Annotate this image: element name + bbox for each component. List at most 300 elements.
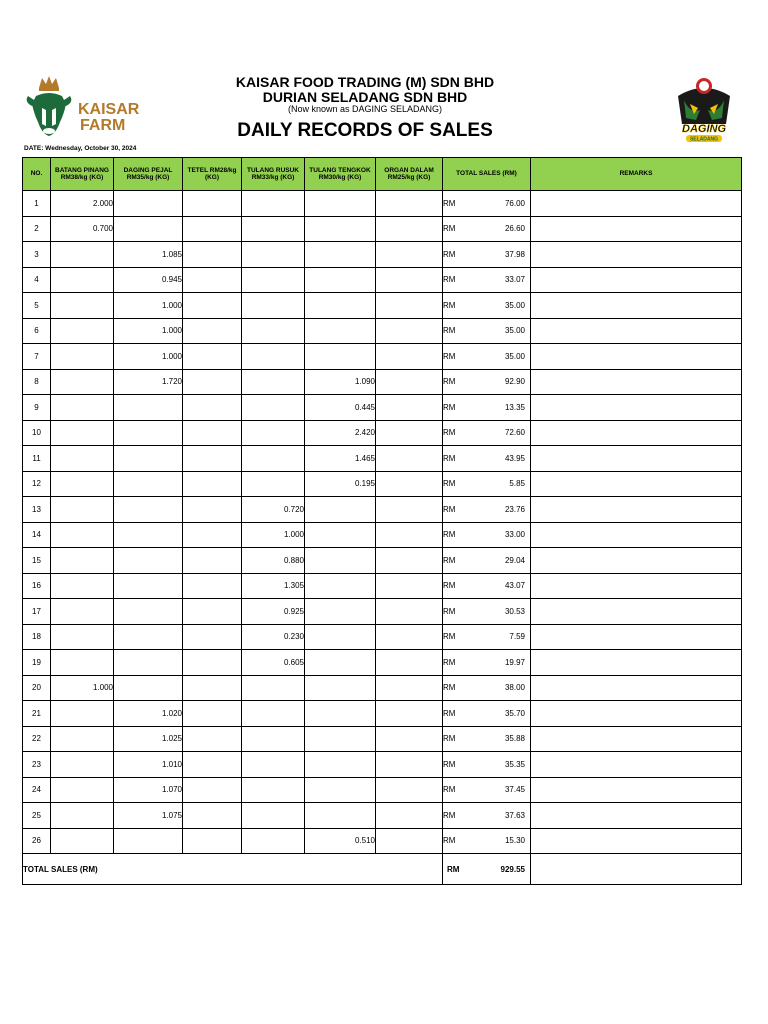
total-sales-cell[interactable] (443, 420, 531, 446)
organ-dalam-cell[interactable] (376, 318, 443, 344)
organ-dalam-cell[interactable] (376, 752, 443, 778)
header-remarks: REMARKS (531, 158, 742, 191)
organ-dalam-cell[interactable] (376, 446, 443, 472)
total-label: TOTAL SALES (RM) (23, 854, 443, 885)
remarks-cell[interactable] (531, 701, 742, 727)
tetel-cell[interactable] (183, 191, 242, 217)
tulang-rusuk-cell[interactable] (242, 675, 305, 701)
tulang-rusuk-cell[interactable]: 0.880 (242, 548, 305, 574)
batang-pinang-cell[interactable] (51, 803, 114, 829)
remarks-cell[interactable] (531, 344, 742, 370)
tulang-tengkok-cell[interactable] (305, 191, 376, 217)
currency-label: RM (443, 249, 456, 259)
total-sales-value: 7.59 (509, 632, 525, 642)
organ-dalam-cell[interactable] (376, 803, 443, 829)
tulang-rusuk-cell[interactable] (242, 420, 305, 446)
currency-label: RM (443, 198, 456, 208)
currency-label: RM (443, 708, 456, 718)
tulang-tengkok-cell[interactable] (305, 675, 376, 701)
daging-pejal-cell[interactable]: 1.025 (114, 726, 183, 752)
tulang-tengkok-cell[interactable] (305, 497, 376, 523)
daging-pejal-cell[interactable] (114, 216, 183, 242)
table-header-row (23, 158, 742, 191)
organ-dalam-cell[interactable] (376, 395, 443, 421)
currency-label: RM (443, 632, 456, 642)
tulang-rusuk-cell[interactable] (242, 471, 305, 497)
daging-pejal-cell[interactable] (114, 599, 183, 625)
tulang-rusuk-cell[interactable]: 0.925 (242, 599, 305, 625)
batang-pinang-cell[interactable] (51, 522, 114, 548)
remarks-cell[interactable] (531, 548, 742, 574)
tetel-cell[interactable] (183, 497, 242, 523)
tulang-tengkok-cell[interactable] (305, 344, 376, 370)
tulang-tengkok-cell[interactable]: 0.195 (305, 471, 376, 497)
tulang-rusuk-cell[interactable] (242, 828, 305, 854)
total-sales-cell[interactable] (443, 701, 531, 727)
table-row (23, 624, 742, 650)
tulang-tengkok-cell[interactable] (305, 777, 376, 803)
row-number[interactable]: 25 (23, 803, 51, 829)
logo-text-kaisar: KAISAR (78, 101, 140, 118)
batang-pinang-cell[interactable] (51, 242, 114, 268)
page-title: DAILY RECORDS OF SALES (237, 120, 493, 141)
tetel-cell[interactable] (183, 624, 242, 650)
tetel-cell[interactable] (183, 828, 242, 854)
table-row (23, 650, 742, 676)
header-no: NO. (23, 158, 51, 191)
batang-pinang-cell[interactable]: 2.000 (51, 191, 114, 217)
total-sales-cell[interactable] (443, 446, 531, 472)
tulang-tengkok-cell[interactable] (305, 573, 376, 599)
tetel-cell[interactable] (183, 752, 242, 778)
currency-label: RM (443, 530, 456, 540)
row-number[interactable]: 1 (23, 191, 51, 217)
bull-mascot-icon (678, 78, 730, 124)
row-number[interactable]: 15 (23, 548, 51, 574)
batang-pinang-cell[interactable] (51, 548, 114, 574)
batang-pinang-cell[interactable] (51, 395, 114, 421)
batang-pinang-cell[interactable] (51, 318, 114, 344)
tetel-cell[interactable] (183, 726, 242, 752)
organ-dalam-cell[interactable] (376, 293, 443, 319)
batang-pinang-cell[interactable] (51, 726, 114, 752)
tulang-tengkok-cell[interactable] (305, 522, 376, 548)
organ-dalam-cell[interactable] (376, 191, 443, 217)
organ-dalam-cell[interactable] (376, 726, 443, 752)
row-number[interactable]: 26 (23, 828, 51, 854)
tetel-cell[interactable] (183, 293, 242, 319)
grand-total-value: 929.55 (500, 864, 525, 874)
total-sales-value: 19.97 (504, 657, 525, 667)
batang-pinang-cell[interactable] (51, 599, 114, 625)
tetel-cell[interactable] (183, 701, 242, 727)
header-batang-pinang: BATANG PINANG RM38/kg (KG) (51, 158, 114, 191)
tulang-tengkok-cell[interactable] (305, 803, 376, 829)
header-tetel: TETEL RM28/kg (KG) (183, 158, 242, 191)
remarks-cell[interactable] (531, 497, 742, 523)
currency-label: RM (443, 351, 456, 361)
total-sales-value: 33.00 (504, 530, 525, 540)
row-number[interactable]: 22 (23, 726, 51, 752)
total-sales-value: 43.07 (504, 581, 525, 591)
tulang-rusuk-cell[interactable]: 0.720 (242, 497, 305, 523)
table-row (23, 828, 742, 854)
batang-pinang-cell[interactable] (51, 497, 114, 523)
tetel-cell[interactable] (183, 369, 242, 395)
table-row (23, 777, 742, 803)
tulang-tengkok-cell[interactable] (305, 701, 376, 727)
total-sales-value: 43.95 (504, 453, 525, 463)
currency-label: RM (443, 453, 456, 463)
row-number[interactable]: 20 (23, 675, 51, 701)
tulang-rusuk-cell[interactable] (242, 752, 305, 778)
tetel-cell[interactable] (183, 318, 242, 344)
currency-label: RM (443, 836, 456, 846)
total-sales-cell[interactable] (443, 599, 531, 625)
table-row (23, 675, 742, 701)
tulang-rusuk-cell[interactable] (242, 395, 305, 421)
row-number[interactable]: 14 (23, 522, 51, 548)
tulang-tengkok-cell[interactable] (305, 318, 376, 344)
tulang-rusuk-cell[interactable] (242, 726, 305, 752)
remarks-cell[interactable] (531, 828, 742, 854)
tulang-tengkok-cell[interactable] (305, 216, 376, 242)
daging-pejal-cell[interactable] (114, 573, 183, 599)
remarks-cell[interactable] (531, 650, 742, 676)
total-sales-cell[interactable] (443, 395, 531, 421)
tetel-cell[interactable] (183, 242, 242, 268)
total-sales-value: 37.63 (504, 810, 525, 820)
kaisar-farm-logo (22, 74, 142, 140)
remarks-cell[interactable] (531, 267, 742, 293)
remarks-cell[interactable] (531, 624, 742, 650)
tulang-rusuk-cell[interactable] (242, 191, 305, 217)
remarks-cell[interactable] (531, 191, 742, 217)
total-sales-cell[interactable] (443, 573, 531, 599)
organ-dalam-cell[interactable] (376, 344, 443, 370)
tulang-tengkok-cell[interactable] (305, 267, 376, 293)
organ-dalam-cell[interactable] (376, 624, 443, 650)
row-number[interactable]: 4 (23, 267, 51, 293)
organ-dalam-cell[interactable] (376, 675, 443, 701)
table-row (23, 497, 742, 523)
remarks-cell[interactable] (531, 777, 742, 803)
currency-label: RM (443, 326, 456, 336)
tulang-tengkok-cell[interactable]: 2.420 (305, 420, 376, 446)
logo-text-farm: FARM (80, 117, 126, 134)
total-sales-cell[interactable] (443, 675, 531, 701)
tetel-cell[interactable] (183, 446, 242, 472)
tulang-rusuk-cell[interactable]: 0.605 (242, 650, 305, 676)
total-sales-value: 35.88 (504, 734, 525, 744)
row-number[interactable]: 9 (23, 395, 51, 421)
organ-dalam-cell[interactable] (376, 573, 443, 599)
tetel-cell[interactable] (183, 777, 242, 803)
row-number[interactable]: 6 (23, 318, 51, 344)
batang-pinang-cell[interactable] (51, 624, 114, 650)
tulang-rusuk-cell[interactable]: 0.230 (242, 624, 305, 650)
daging-pejal-cell[interactable] (114, 548, 183, 574)
header-daging-pejal: DAGING PEJAL RM35/kg (KG) (114, 158, 183, 191)
tetel-cell[interactable] (183, 471, 242, 497)
daging-pejal-cell[interactable] (114, 828, 183, 854)
table-row (23, 216, 742, 242)
tetel-cell[interactable] (183, 395, 242, 421)
table-row (23, 242, 742, 268)
daging-pejal-cell[interactable] (114, 675, 183, 701)
total-sales-cell[interactable] (443, 803, 531, 829)
total-sales-value: 29.04 (504, 555, 525, 565)
total-sales-value: 5.85 (509, 479, 525, 489)
tulang-rusuk-cell[interactable] (242, 293, 305, 319)
row-number[interactable]: 7 (23, 344, 51, 370)
table-row (23, 344, 742, 370)
total-sales-cell[interactable] (443, 369, 531, 395)
tulang-tengkok-cell[interactable]: 0.445 (305, 395, 376, 421)
total-sales-value: 35.35 (504, 759, 525, 769)
batang-pinang-cell[interactable] (51, 828, 114, 854)
organ-dalam-cell[interactable] (376, 267, 443, 293)
remarks-cell[interactable] (531, 726, 742, 752)
batang-pinang-cell[interactable] (51, 293, 114, 319)
organ-dalam-cell[interactable] (376, 420, 443, 446)
tulang-rusuk-cell[interactable] (242, 777, 305, 803)
row-number[interactable]: 21 (23, 701, 51, 727)
daging-pejal-cell[interactable]: 1.075 (114, 803, 183, 829)
daging-pejal-cell[interactable] (114, 420, 183, 446)
tetel-cell[interactable] (183, 344, 242, 370)
total-sales-value: 37.98 (504, 249, 525, 259)
daging-pejal-cell[interactable] (114, 471, 183, 497)
tetel-cell[interactable] (183, 650, 242, 676)
currency-label: RM (443, 657, 456, 667)
tulang-tengkok-cell[interactable] (305, 650, 376, 676)
tetel-cell[interactable] (183, 803, 242, 829)
row-number[interactable]: 5 (23, 293, 51, 319)
remarks-cell[interactable] (531, 854, 742, 885)
tulang-rusuk-cell[interactable] (242, 803, 305, 829)
organ-dalam-cell[interactable] (376, 497, 443, 523)
total-sales-cell[interactable] (443, 548, 531, 574)
currency-label: RM (443, 504, 456, 514)
tetel-cell[interactable] (183, 216, 242, 242)
total-sales-cell[interactable] (443, 777, 531, 803)
total-sales-cell[interactable] (443, 752, 531, 778)
organ-dalam-cell[interactable] (376, 548, 443, 574)
remarks-cell[interactable] (531, 522, 742, 548)
tetel-cell[interactable] (183, 267, 242, 293)
tulang-rusuk-cell[interactable]: 1.000 (242, 522, 305, 548)
daging-pejal-cell[interactable]: 1.085 (114, 242, 183, 268)
table-row (23, 599, 742, 625)
batang-pinang-cell[interactable]: 1.000 (51, 675, 114, 701)
daging-pejal-cell[interactable] (114, 191, 183, 217)
row-number[interactable]: 23 (23, 752, 51, 778)
row-number[interactable]: 17 (23, 599, 51, 625)
header-organ-dalam: ORGAN DALAM RM25/kg (KG) (376, 158, 443, 191)
tulang-rusuk-cell[interactable] (242, 318, 305, 344)
batang-pinang-cell[interactable] (51, 573, 114, 599)
tulang-rusuk-cell[interactable] (242, 242, 305, 268)
currency-label: RM (443, 759, 456, 769)
company-note: (Now known as DAGING SELADANG) (287, 104, 443, 114)
table-row (23, 420, 742, 446)
organ-dalam-cell[interactable] (376, 369, 443, 395)
tulang-tengkok-cell[interactable]: 0.510 (305, 828, 376, 854)
tulang-tengkok-cell[interactable] (305, 293, 376, 319)
total-sales-cell[interactable] (443, 344, 531, 370)
currency-label: RM (443, 275, 456, 285)
total-sales-value: 35.70 (504, 708, 525, 718)
batang-pinang-cell[interactable] (51, 650, 114, 676)
organ-dalam-cell[interactable] (376, 471, 443, 497)
daging-pejal-cell[interactable]: 1.720 (114, 369, 183, 395)
row-number[interactable]: 13 (23, 497, 51, 523)
daging-pejal-cell[interactable]: 1.000 (114, 344, 183, 370)
row-number[interactable]: 19 (23, 650, 51, 676)
currency-label: RM (443, 377, 456, 387)
organ-dalam-cell[interactable] (376, 828, 443, 854)
batang-pinang-cell[interactable] (51, 446, 114, 472)
tulang-rusuk-cell[interactable] (242, 446, 305, 472)
tulang-rusuk-cell[interactable] (242, 267, 305, 293)
currency-label: RM (447, 864, 460, 874)
remarks-cell[interactable] (531, 675, 742, 701)
tetel-cell[interactable] (183, 573, 242, 599)
daging-pejal-cell[interactable]: 1.020 (114, 701, 183, 727)
tulang-tengkok-cell[interactable]: 1.090 (305, 369, 376, 395)
tetel-cell[interactable] (183, 599, 242, 625)
batang-pinang-cell[interactable] (51, 701, 114, 727)
row-number[interactable]: 16 (23, 573, 51, 599)
remarks-cell[interactable] (531, 446, 742, 472)
total-sales-cell[interactable] (443, 497, 531, 523)
remarks-cell[interactable] (531, 471, 742, 497)
row-number[interactable]: 3 (23, 242, 51, 268)
table-row (23, 293, 742, 319)
remarks-cell[interactable] (531, 752, 742, 778)
total-sales-cell[interactable] (443, 318, 531, 344)
daging-pejal-cell[interactable]: 1.070 (114, 777, 183, 803)
tetel-cell[interactable] (183, 420, 242, 446)
batang-pinang-cell[interactable] (51, 420, 114, 446)
row-number[interactable]: 11 (23, 446, 51, 472)
organ-dalam-cell[interactable] (376, 701, 443, 727)
tulang-tengkok-cell[interactable]: 1.465 (305, 446, 376, 472)
logo-text-seladang: SELADANG (689, 136, 719, 143)
tulang-rusuk-cell[interactable] (242, 216, 305, 242)
total-sales-cell[interactable] (443, 216, 531, 242)
daging-pejal-cell[interactable] (114, 624, 183, 650)
tulang-rusuk-cell[interactable] (242, 369, 305, 395)
tetel-cell[interactable] (183, 548, 242, 574)
row-number[interactable]: 18 (23, 624, 51, 650)
organ-dalam-cell[interactable] (376, 777, 443, 803)
currency-label: RM (443, 402, 456, 412)
total-sales-cell[interactable] (443, 726, 531, 752)
daging-pejal-cell[interactable] (114, 395, 183, 421)
remarks-cell[interactable] (531, 573, 742, 599)
remarks-cell[interactable] (531, 216, 742, 242)
tulang-tengkok-cell[interactable] (305, 599, 376, 625)
batang-pinang-cell[interactable] (51, 752, 114, 778)
organ-dalam-cell[interactable] (376, 650, 443, 676)
row-number[interactable]: 8 (23, 369, 51, 395)
row-number[interactable]: 12 (23, 471, 51, 497)
daging-pejal-cell[interactable] (114, 446, 183, 472)
remarks-cell[interactable] (531, 420, 742, 446)
total-sales-cell[interactable] (443, 650, 531, 676)
daging-pejal-cell[interactable]: 1.000 (114, 293, 183, 319)
total-sales-value: 35.00 (504, 326, 525, 336)
total-sales-cell[interactable] (443, 828, 531, 854)
total-sales-cell[interactable] (443, 267, 531, 293)
remarks-cell[interactable] (531, 242, 742, 268)
remarks-cell[interactable] (531, 395, 742, 421)
total-sales-cell[interactable] (443, 293, 531, 319)
tetel-cell[interactable] (183, 675, 242, 701)
table-row (23, 726, 742, 752)
daging-pejal-cell[interactable]: 1.010 (114, 752, 183, 778)
row-number[interactable]: 24 (23, 777, 51, 803)
tetel-cell[interactable] (183, 522, 242, 548)
organ-dalam-cell[interactable] (376, 216, 443, 242)
daging-pejal-cell[interactable] (114, 650, 183, 676)
sales-table (22, 157, 742, 885)
tulang-rusuk-cell[interactable] (242, 701, 305, 727)
total-sales-value: 30.53 (504, 606, 525, 616)
organ-dalam-cell[interactable] (376, 599, 443, 625)
total-sales-cell[interactable] (443, 242, 531, 268)
total-sales-value: 13.35 (504, 402, 525, 412)
remarks-cell[interactable] (531, 369, 742, 395)
batang-pinang-cell[interactable] (51, 344, 114, 370)
remarks-cell[interactable] (531, 803, 742, 829)
tulang-tengkok-cell[interactable] (305, 548, 376, 574)
organ-dalam-cell[interactable] (376, 242, 443, 268)
total-sales-cell[interactable] (443, 624, 531, 650)
organ-dalam-cell[interactable] (376, 522, 443, 548)
total-sales-cell[interactable] (443, 522, 531, 548)
batang-pinang-cell[interactable]: 0.700 (51, 216, 114, 242)
tulang-rusuk-cell[interactable] (242, 344, 305, 370)
row-number[interactable]: 2 (23, 216, 51, 242)
remarks-cell[interactable] (531, 318, 742, 344)
tulang-tengkok-cell[interactable] (305, 752, 376, 778)
batang-pinang-cell[interactable] (51, 267, 114, 293)
report-date: DATE: Wednesday, October 30, 2024 (24, 145, 137, 152)
tulang-tengkok-cell[interactable] (305, 242, 376, 268)
currency-label: RM (443, 810, 456, 820)
daging-pejal-cell[interactable] (114, 497, 183, 523)
remarks-cell[interactable] (531, 599, 742, 625)
daging-pejal-cell[interactable]: 1.000 (114, 318, 183, 344)
tulang-rusuk-cell[interactable]: 1.305 (242, 573, 305, 599)
daging-pejal-cell[interactable] (114, 522, 183, 548)
batang-pinang-cell[interactable] (51, 369, 114, 395)
total-row (23, 854, 742, 885)
row-number[interactable]: 10 (23, 420, 51, 446)
remarks-cell[interactable] (531, 293, 742, 319)
total-sales-cell[interactable] (443, 191, 531, 217)
total-sales-cell[interactable] (443, 471, 531, 497)
daging-pejal-cell[interactable]: 0.945 (114, 267, 183, 293)
tulang-tengkok-cell[interactable] (305, 624, 376, 650)
tulang-tengkok-cell[interactable] (305, 726, 376, 752)
table-row (23, 191, 742, 217)
batang-pinang-cell[interactable] (51, 471, 114, 497)
batang-pinang-cell[interactable] (51, 777, 114, 803)
